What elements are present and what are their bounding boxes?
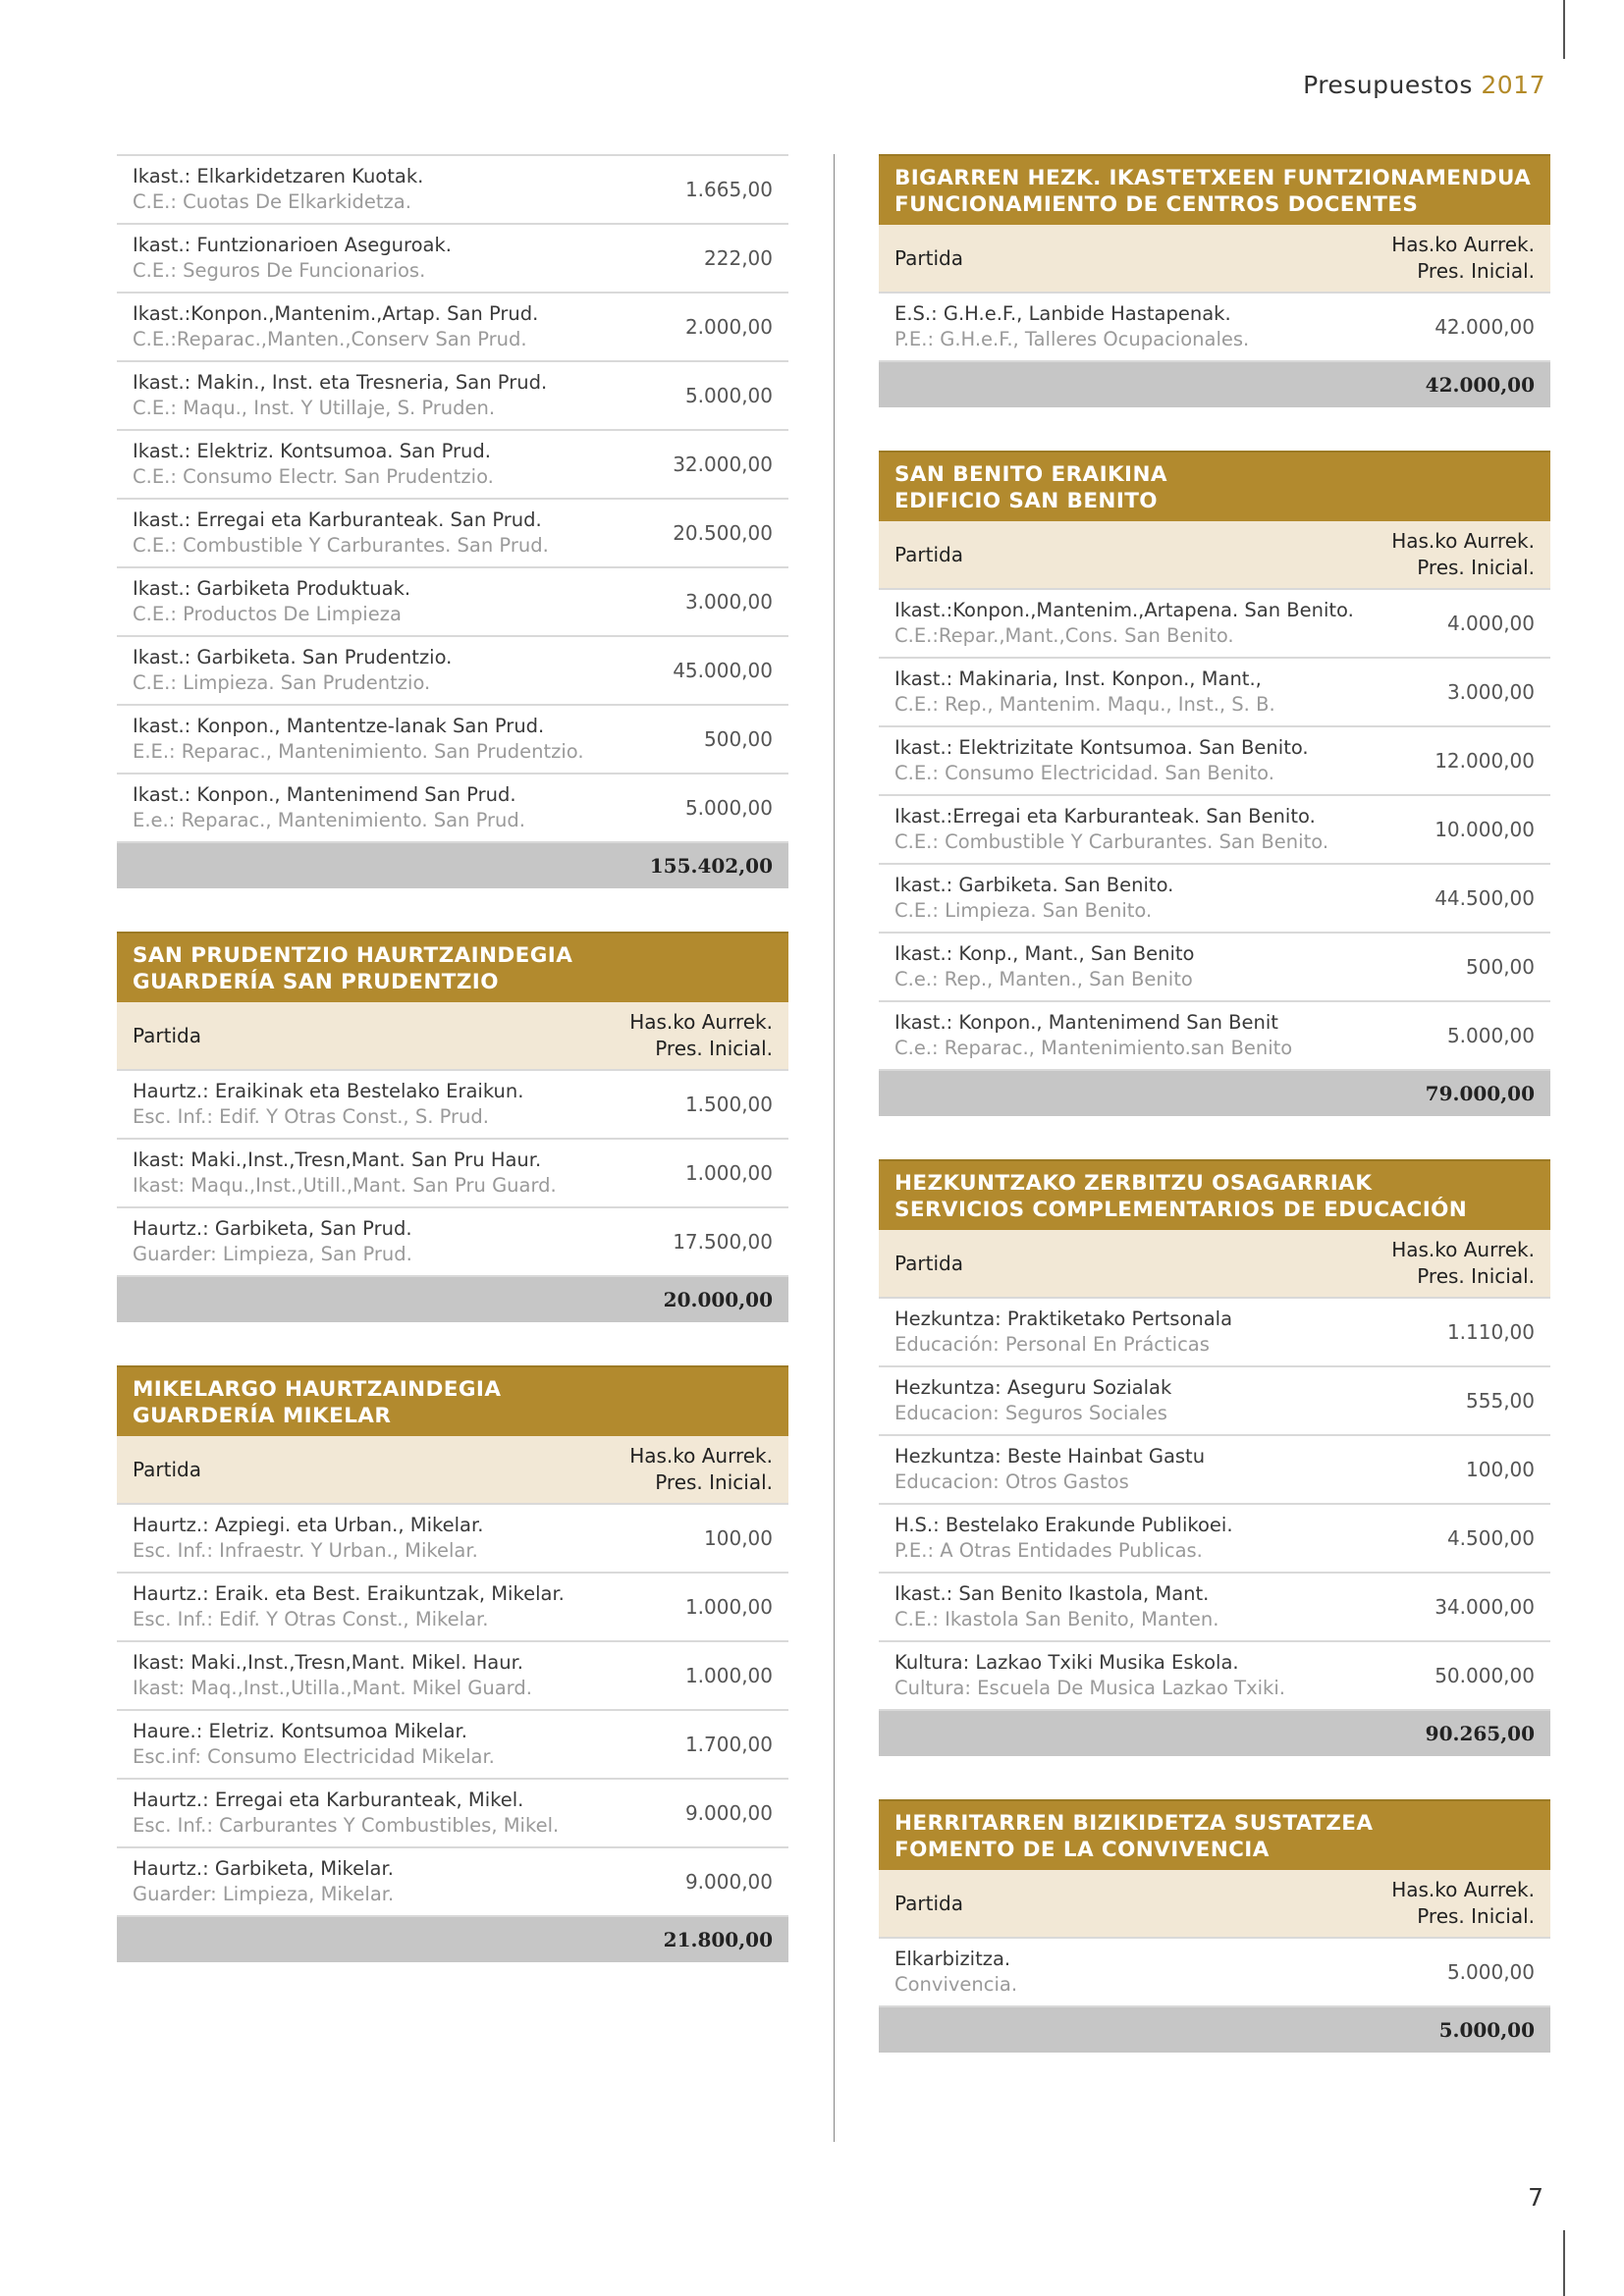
row-label-basque: Ikast.: Garbiketa. San Benito. — [894, 874, 1174, 896]
top-rule — [1563, 0, 1565, 59]
section-total: 155.402,00 — [117, 843, 788, 888]
row-label-spanish: P.E.: A Otras Entidades Publicas. — [894, 1539, 1203, 1562]
header-year: 2017 — [1481, 71, 1545, 99]
column-header-amount — [1391, 1237, 1535, 1290]
row-label-spanish: Educacion: Seguros Sociales — [894, 1402, 1167, 1424]
row-label-basque: Haurtz.: Garbiketa, Mikelar. — [133, 1857, 394, 1880]
table-row — [117, 1140, 788, 1208]
row-label-spanish: Ikast: Maqu.,Inst.,Utill.,Mant. San Pru Guard. — [133, 1174, 557, 1197]
budget-section — [117, 154, 788, 888]
row-label-spanish: Esc. Inf.: Carburantes Y Combustibles, Mikel. — [133, 1814, 560, 1837]
table-row — [117, 500, 788, 568]
table-row — [879, 1002, 1550, 1071]
row-label-spanish: Educación: Personal En Prácticas — [894, 1333, 1210, 1356]
rows — [879, 1297, 1550, 1711]
table-row — [879, 1642, 1550, 1711]
row-description — [133, 1513, 483, 1564]
row-label-basque: Ikast.: Elektrizitate Kontsumoa. San Benito. — [894, 736, 1309, 759]
row-description — [894, 804, 1328, 855]
table-row — [117, 294, 788, 362]
table-row — [117, 225, 788, 294]
row-label-basque: Ikast.: Konpon., Mantentze-lanak San Prud. — [133, 715, 545, 737]
row-description — [894, 941, 1195, 992]
section-total: 20.000,00 — [117, 1277, 788, 1322]
column-header-amount — [1391, 528, 1535, 581]
row-description — [894, 1010, 1292, 1061]
row-description — [133, 1719, 495, 1770]
column-header-partida: Partida — [133, 1458, 201, 1481]
row-amount: 4.500,00 — [1446, 1526, 1535, 1550]
column-header-amount-basque: Has.ko Aurrek. — [1391, 1238, 1535, 1261]
row-amount: 2.000,00 — [684, 315, 773, 339]
section-title-basque: SAN PRUDENTZIO HAURTZAINDEGIA — [133, 943, 573, 968]
row-amount: 222,00 — [704, 246, 773, 270]
section-title-basque: SAN BENITO ERAIKINA — [894, 462, 1167, 487]
column-header-amount-basque: Has.ko Aurrek. — [629, 1444, 773, 1468]
row-label-basque: Haurtz.: Garbiketa, San Prud. — [133, 1217, 412, 1240]
row-label-basque: Ikast.: Erregai eta Karburanteak. San Prud. — [133, 508, 542, 531]
table-row — [117, 1711, 788, 1780]
row-amount: 100,00 — [704, 1526, 773, 1550]
column-header — [879, 1870, 1550, 1937]
section-title-spanish: FUNCIONAMIENTO DE CENTROS DOCENTES — [894, 192, 1419, 217]
section-title-spanish: EDIFICIO SAN BENITO — [894, 489, 1158, 513]
table-row — [879, 1297, 1550, 1367]
row-label-basque: Ikast.: Konpon., Mantenimend San Benit — [894, 1011, 1278, 1034]
row-amount: 10.000,00 — [1435, 818, 1535, 841]
row-description — [133, 714, 584, 765]
row-label-spanish: Esc.inf: Consumo Electricidad Mikelar. — [133, 1745, 495, 1768]
row-label-spanish: Cultura: Escuela De Musica Lazkao Txiki. — [894, 1677, 1285, 1699]
row-label-basque: Ikast.: Elkarkidetzaren Kuotak. — [133, 165, 424, 187]
budget-section — [879, 1799, 1550, 2053]
row-label-basque: Ikast: Maki.,Inst.,Tresn,Mant. San Pru Haur. — [133, 1148, 542, 1171]
row-label-basque: Ikast.:Erregai eta Karburanteak. San Benito. — [894, 805, 1316, 828]
row-description — [894, 1444, 1205, 1495]
row-amount: 45.000,00 — [673, 659, 773, 682]
table-row — [879, 796, 1550, 865]
section-title — [879, 451, 1550, 521]
row-label-spanish: C.E.: Limpieza. San Benito. — [894, 899, 1153, 922]
table-row — [117, 1069, 788, 1140]
row-label-spanish: C.E.: Consumo Electricidad. San Benito. — [894, 762, 1274, 784]
row-label-spanish: C.E.: Combustible Y Carburantes. San Prud. — [133, 534, 549, 557]
row-amount: 4.000,00 — [1446, 612, 1535, 635]
row-label-basque: Ikast.:Konpon.,Mantenim.,Artapena. San Benito. — [894, 599, 1354, 621]
row-label-basque: Haure.: Eletriz. Kontsumoa Mikelar. — [133, 1720, 467, 1742]
budget-section — [117, 932, 788, 1322]
row-label-spanish: C.E.:Reparac.,Manten.,Conserv San Prud. — [133, 328, 527, 350]
budget-section — [879, 1159, 1550, 1756]
row-label-basque: Ikast.: Funtzionarioen Aseguroak. — [133, 234, 452, 256]
table-row — [117, 431, 788, 500]
row-label-spanish: C.E.: Maqu., Inst. Y Utillaje, S. Pruden. — [133, 397, 496, 419]
row-description — [894, 1513, 1233, 1564]
rows — [879, 292, 1550, 362]
column-header-amount-spanish: Pres. Inicial. — [1417, 1904, 1535, 1928]
row-amount: 34.000,00 — [1435, 1595, 1535, 1619]
right-column — [879, 154, 1550, 2096]
row-description — [133, 164, 423, 215]
table-row — [117, 1848, 788, 1917]
row-amount: 9.000,00 — [684, 1870, 773, 1894]
row-label-spanish: Esc. Inf.: Infraestr. Y Urban., Mikelar. — [133, 1539, 478, 1562]
column-header — [879, 1230, 1550, 1297]
row-amount: 3.000,00 — [684, 590, 773, 614]
section-title-basque: HERRITARREN BIZIKIDETZA SUSTATZEA — [894, 1811, 1374, 1836]
row-description — [894, 873, 1173, 924]
row-description — [133, 645, 452, 696]
row-label-spanish: C.E.: Ikastola San Benito, Manten. — [894, 1608, 1219, 1630]
table-row — [879, 1574, 1550, 1642]
column-header — [117, 1436, 788, 1503]
rows — [117, 1069, 788, 1277]
row-label-basque: Ikast.: Makin., Inst. eta Tresneria, San Prud. — [133, 371, 548, 394]
row-amount: 12.000,00 — [1435, 749, 1535, 773]
table-row — [117, 1208, 788, 1277]
row-amount: 1.110,00 — [1446, 1320, 1535, 1344]
section-total: 5.000,00 — [879, 2007, 1550, 2053]
column-header-amount-spanish: Pres. Inicial. — [655, 1037, 773, 1060]
section-title-basque: MIKELARGO HAURTZAINDEGIA — [133, 1377, 502, 1402]
row-label-basque: Ikast.: Makinaria, Inst. Konpon., Mant., — [894, 667, 1262, 690]
table-row — [879, 727, 1550, 796]
column-header-amount-spanish: Pres. Inicial. — [1417, 556, 1535, 579]
column-header-partida: Partida — [133, 1024, 201, 1047]
section-title — [117, 1365, 788, 1436]
row-label-spanish: C.E.:Repar.,Mant.,Cons. San Benito. — [894, 624, 1234, 647]
table-row — [879, 1505, 1550, 1574]
row-amount: 9.000,00 — [684, 1801, 773, 1825]
row-amount: 1.000,00 — [684, 1595, 773, 1619]
row-label-spanish: Esc. Inf.: Edif. Y Otras Const., S. Prud. — [133, 1105, 489, 1128]
left-column — [117, 154, 788, 2005]
table-row — [117, 706, 788, 774]
row-description — [894, 1650, 1285, 1701]
section-title-spanish: GUARDERÍA MIKELAR — [133, 1404, 392, 1428]
row-description — [133, 439, 494, 490]
column-header — [879, 521, 1550, 588]
row-description — [133, 507, 549, 559]
row-label-spanish: Esc. Inf.: Edif. Y Otras Const., Mikelar. — [133, 1608, 489, 1630]
row-description — [133, 1788, 559, 1839]
row-label-basque: Ikast.: Konp., Mant., San Benito — [894, 942, 1195, 965]
row-description — [133, 782, 525, 833]
table-row — [879, 659, 1550, 727]
table-row — [879, 1937, 1550, 2007]
row-label-basque: Ikast.: Garbiketa Produktuak. — [133, 577, 411, 600]
rows — [117, 154, 788, 843]
column-header-amount — [1391, 1877, 1535, 1930]
row-label-basque: Elkarbizitza. — [894, 1948, 1011, 1970]
column-header-partida: Partida — [894, 1892, 963, 1915]
row-label-spanish: C.E.: Productos De Limpieza — [133, 603, 402, 625]
rows — [879, 1937, 1550, 2007]
row-amount: 32.000,00 — [673, 453, 773, 476]
row-description — [894, 667, 1275, 718]
column-divider — [834, 154, 835, 2142]
row-amount: 1.000,00 — [684, 1161, 773, 1185]
section-title — [879, 154, 1550, 225]
row-label-basque: Ikast.:Konpon.,Mantenim.,Artap. San Prud. — [133, 302, 539, 325]
table-row — [879, 588, 1550, 659]
row-description — [133, 1650, 532, 1701]
row-label-spanish: Educacion: Otros Gastos — [894, 1470, 1129, 1493]
row-label-spanish: C.E.: Limpieza. San Prudentzio. — [133, 671, 431, 694]
table-row — [117, 637, 788, 706]
row-description — [133, 1581, 565, 1632]
rows — [879, 588, 1550, 1071]
table-row — [117, 1503, 788, 1574]
row-label-spanish: E.E.: Reparac., Mantenimiento. San Prudentzio. — [133, 740, 584, 763]
row-label-basque: Haurtz.: Eraik. eta Best. Eraikuntzak, Mikelar. — [133, 1582, 565, 1605]
row-label-spanish: C.e.: Rep., Manten., San Benito — [894, 968, 1193, 990]
section-title — [117, 932, 788, 1002]
row-description — [133, 370, 547, 421]
row-description — [894, 1581, 1218, 1632]
section-title — [879, 1159, 1550, 1230]
row-label-basque: Ikast.: Garbiketa. San Prudentzio. — [133, 646, 453, 668]
table-row — [879, 1367, 1550, 1436]
page-number: 7 — [1528, 2183, 1543, 2212]
section-total: 21.800,00 — [117, 1917, 788, 1962]
table-row — [879, 1436, 1550, 1505]
column-header-partida: Partida — [894, 543, 963, 566]
budget-section — [879, 154, 1550, 407]
row-amount: 1.500,00 — [684, 1093, 773, 1116]
row-amount: 500,00 — [1466, 955, 1535, 979]
row-label-basque: Ikast.: Elektriz. Kontsumoa. San Prud. — [133, 440, 491, 462]
row-amount: 1.700,00 — [684, 1733, 773, 1756]
row-description — [133, 1216, 412, 1267]
budget-section — [117, 1365, 788, 1962]
column-header-amount-basque: Has.ko Aurrek. — [629, 1010, 773, 1034]
row-label-basque: Hezkuntza: Aseguru Sozialak — [894, 1376, 1172, 1399]
section-title-spanish: SERVICIOS COMPLEMENTARIOS DE EDUCACIÓN — [894, 1198, 1468, 1222]
row-label-spanish: Ikast: Maq.,Inst.,Utilla.,Mant. Mikel Guard. — [133, 1677, 532, 1699]
row-description — [133, 576, 410, 627]
table-row — [879, 934, 1550, 1002]
column-header-amount — [629, 1443, 773, 1496]
row-label-spanish: C.e.: Reparac., Mantenimiento.san Benito — [894, 1037, 1293, 1059]
table-row — [117, 1780, 788, 1848]
row-description — [894, 735, 1309, 786]
row-label-basque: H.S.: Bestelako Erakunde Publikoei. — [894, 1514, 1233, 1536]
section-total: 42.000,00 — [879, 362, 1550, 407]
row-label-basque: Haurtz.: Eraikinak eta Bestelako Eraikun. — [133, 1080, 524, 1102]
table-row — [879, 865, 1550, 934]
row-amount: 1.665,00 — [684, 178, 773, 201]
column-header-partida: Partida — [894, 246, 963, 270]
column-header-amount-basque: Has.ko Aurrek. — [1391, 529, 1535, 553]
row-amount: 42.000,00 — [1435, 315, 1535, 339]
column-header-amount-spanish: Pres. Inicial. — [1417, 259, 1535, 283]
row-amount: 100,00 — [1466, 1458, 1535, 1481]
table-row — [117, 1642, 788, 1711]
row-label-basque: Ikast: Maki.,Inst.,Tresn,Mant. Mikel. Haur. — [133, 1651, 523, 1674]
column-header-amount-spanish: Pres. Inicial. — [655, 1470, 773, 1494]
row-label-spanish: C.E.: Consumo Electr. San Prudentzio. — [133, 465, 494, 488]
row-description — [133, 1079, 523, 1130]
row-label-basque: Ikast.: Konpon., Mantenimend San Prud. — [133, 783, 516, 806]
section-total: 79.000,00 — [879, 1071, 1550, 1116]
table-row — [117, 1574, 788, 1642]
row-amount: 20.500,00 — [673, 521, 773, 545]
row-label-spanish: P.E.: G.H.e.F., Talleres Ocupacionales. — [894, 328, 1250, 350]
section-total: 90.265,00 — [879, 1711, 1550, 1756]
section-title — [879, 1799, 1550, 1870]
section-title-basque: BIGARREN HEZK. IKASTETXEEN FUNTZIONAMENDUA — [894, 166, 1532, 190]
table-row — [117, 568, 788, 637]
row-amount: 500,00 — [704, 727, 773, 751]
row-amount: 5.000,00 — [684, 796, 773, 820]
row-label-basque: Haurtz.: Erregai eta Karburanteak, Mikel. — [133, 1789, 524, 1811]
section-title-spanish: GUARDERÍA SAN PRUDENTZIO — [133, 970, 499, 994]
row-amount: 5.000,00 — [684, 384, 773, 407]
row-description — [133, 301, 538, 352]
row-label-basque: Ikast.: San Benito Ikastola, Mant. — [894, 1582, 1210, 1605]
row-description — [133, 233, 452, 284]
row-amount: 5.000,00 — [1446, 1024, 1535, 1047]
row-label-spanish: C.E.: Cuotas De Elkarkidetza. — [133, 190, 411, 213]
section-title-basque: HEZKUNTZAKO ZERBITZU OSAGARRIAK — [894, 1171, 1373, 1196]
row-label-basque: Hezkuntza: Praktiketako Pertsonala — [894, 1308, 1233, 1330]
page-header — [1303, 71, 1545, 99]
row-label-spanish: C.E.: Combustible Y Carburantes. San Benito. — [894, 830, 1329, 853]
table-row — [117, 362, 788, 431]
row-description — [894, 1947, 1017, 1998]
row-label-spanish: C.E.: Seguros De Funcionarios. — [133, 259, 426, 282]
row-amount: 1.000,00 — [684, 1664, 773, 1687]
row-label-spanish: E.e.: Reparac., Mantenimiento. San Prud. — [133, 809, 525, 831]
bottom-rule — [1563, 2230, 1565, 2296]
row-description — [894, 1375, 1171, 1426]
row-label-basque: E.S.: G.H.e.F., Lanbide Hastapenak. — [894, 302, 1231, 325]
row-label-basque: Haurtz.: Azpiegi. eta Urban., Mikelar. — [133, 1514, 484, 1536]
column-header — [879, 225, 1550, 292]
table-row — [117, 154, 788, 225]
row-label-spanish: C.E.: Rep., Mantenim. Maqu., Inst., S. B. — [894, 693, 1275, 716]
header-title: Presupuestos — [1303, 71, 1473, 99]
budget-section — [879, 451, 1550, 1116]
column-header-amount — [629, 1009, 773, 1062]
row-amount: 555,00 — [1466, 1389, 1535, 1413]
column-header-amount-basque: Has.ko Aurrek. — [1391, 233, 1535, 256]
row-description — [133, 1148, 557, 1199]
column-header — [117, 1002, 788, 1069]
column-header-amount — [1391, 232, 1535, 285]
row-amount: 44.500,00 — [1435, 886, 1535, 910]
row-label-basque: Hezkuntza: Beste Hainbat Gastu — [894, 1445, 1206, 1468]
column-header-partida: Partida — [894, 1252, 963, 1275]
row-description — [133, 1856, 394, 1907]
row-label-spanish: Guarder: Limpieza, Mikelar. — [133, 1883, 395, 1905]
table-row — [117, 774, 788, 843]
row-amount: 5.000,00 — [1446, 1960, 1535, 1984]
column-header-amount-spanish: Pres. Inicial. — [1417, 1264, 1535, 1288]
row-label-spanish: Guarder: Limpieza, San Prud. — [133, 1243, 412, 1265]
row-amount: 3.000,00 — [1446, 680, 1535, 704]
column-header-amount-basque: Has.ko Aurrek. — [1391, 1878, 1535, 1901]
row-description — [894, 598, 1354, 649]
section-title-spanish: FOMENTO DE LA CONVIVENCIA — [894, 1838, 1270, 1862]
rows — [117, 1503, 788, 1917]
row-description — [894, 1307, 1232, 1358]
row-amount: 17.500,00 — [673, 1230, 773, 1254]
table-row — [879, 292, 1550, 362]
row-label-basque: Kultura: Lazkao Txiki Musika Eskola. — [894, 1651, 1239, 1674]
row-description — [894, 301, 1249, 352]
row-label-spanish: Convivencia. — [894, 1973, 1018, 1996]
row-amount: 50.000,00 — [1435, 1664, 1535, 1687]
